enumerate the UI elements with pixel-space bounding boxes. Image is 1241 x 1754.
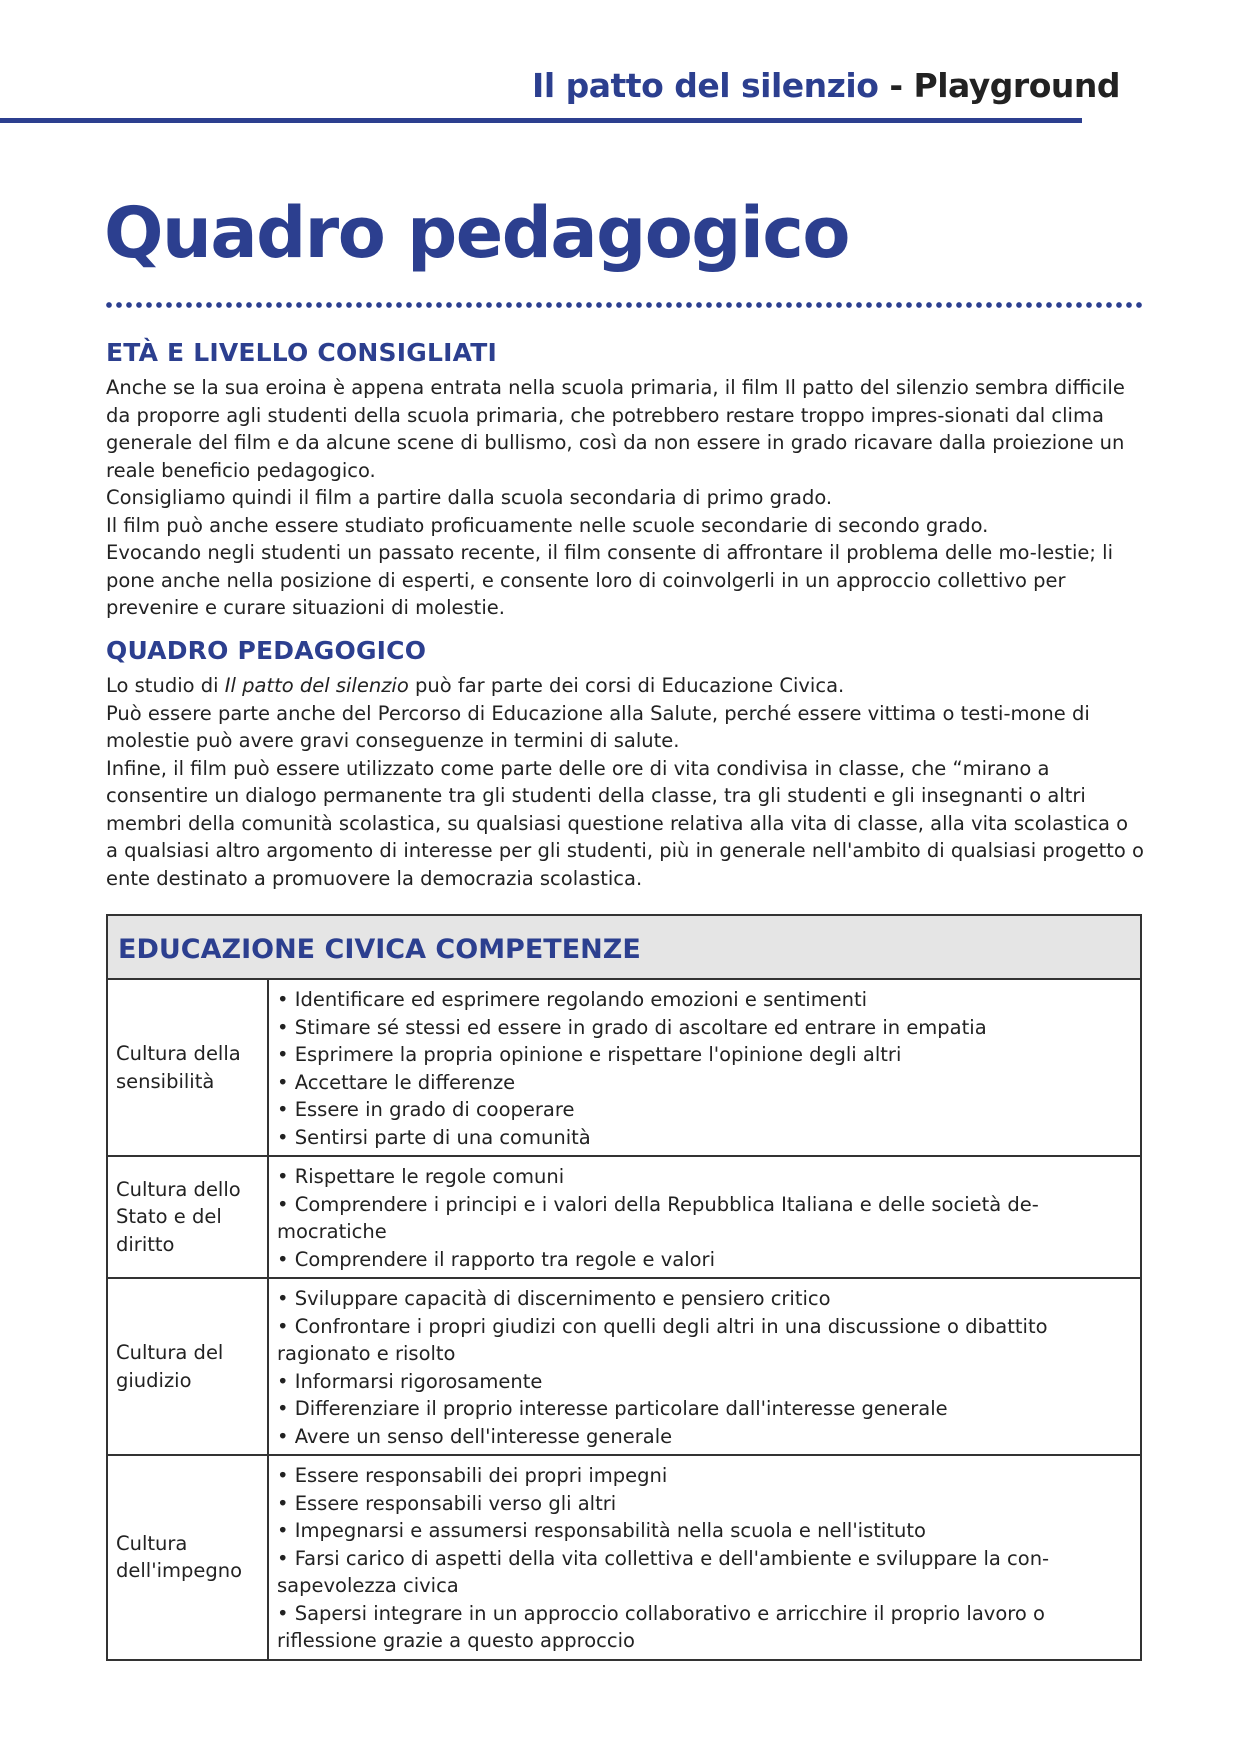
list-item: • Differenziare il proprio interesse particolare dall'interesse generale xyxy=(277,1397,948,1420)
list-item: • Accettare le differenze xyxy=(277,1070,516,1094)
header-separator: - xyxy=(878,66,914,105)
paragraph: Evocando negli studenti un passato recente, il film consente di affrontare il problema delle mo-lestie; li pone anche nella posizione di esperti, e consente loro di coinvolgerli in un approccio collettivo per prevenire e curare situazioni di molestie. xyxy=(106,541,1114,619)
text-span: Lo studio di xyxy=(106,674,225,697)
dotted-divider xyxy=(104,301,1144,309)
section-heading: QUADRO PEDAGOGICO xyxy=(106,636,427,665)
header-subtitle: Playground xyxy=(913,66,1120,105)
list-item: • Informarsi rigorosamente xyxy=(277,1369,543,1393)
category-cell: Cultura della sensibilità xyxy=(107,979,268,1156)
list-item: • Avere un senso dell'interesse generale xyxy=(277,1424,673,1448)
list-item: • Essere in grado di cooperare xyxy=(277,1098,575,1121)
competences-table xyxy=(106,914,1142,1661)
items-cell xyxy=(268,1455,1141,1660)
paragraph: Il film può anche essere studiato proficuamente nelle scuole secondarie di secondo grado. xyxy=(106,513,989,537)
list-item: • Sentirsi parte di una comunità xyxy=(277,1125,591,1149)
items-cell xyxy=(268,1156,1141,1278)
table-row xyxy=(107,1156,1141,1278)
running-header xyxy=(0,66,1120,105)
paragraph xyxy=(106,672,1146,700)
list-item: • Sviluppare capacità di discernimento e pensiero critico xyxy=(277,1287,831,1310)
header-title: Il patto del silenzio xyxy=(532,66,879,105)
table-header-row xyxy=(107,915,1141,979)
table-row xyxy=(107,1278,1141,1455)
table-row xyxy=(107,979,1141,1156)
table-row xyxy=(107,1455,1141,1660)
list-item: • Comprendere il rapporto tra regole e valori xyxy=(277,1247,715,1271)
paragraph: Consigliamo quindi il film a partire dalla scuola secondaria di primo grado. xyxy=(106,486,833,509)
list-item: • Impegnarsi e assumersi responsabilità nella scuola e nell'istituto xyxy=(277,1519,926,1542)
paragraph: Infine, il film può essere utilizzato come parte delle ore di vita condivisa in classe, che “mirano a consentire un dialogo permanente tra gli studenti della classe, tra gli studenti e gli insegnanti o altri membri della comunità scolastica, su qualsiasi questione relativa alla vita di classe, alla vita scolastica o a qualsiasi altro argomento di interesse per gli studenti, più in generale nell'ambito di qualsiasi progetto o ente destinato a promuovere la democrazia scolastica. xyxy=(106,756,1144,890)
list-item: • Essere responsabili verso gli altri xyxy=(277,1491,617,1515)
list-item: • Esprimere la propria opinione e rispettare l'opinione degli altri xyxy=(277,1043,902,1066)
header-rule xyxy=(0,118,1082,123)
list-item: • Comprendere i principi e i valori della Repubblica Italiana e delle società de-mocratiche xyxy=(277,1192,1039,1243)
film-title-italic: Il patto del silenzio xyxy=(224,674,409,697)
list-item: • Farsi carico di aspetti della vita collettiva e dell'ambiente e sviluppare la con-sapevolezza civica xyxy=(277,1546,1050,1597)
category-cell: Cultura dell'impegno xyxy=(107,1455,268,1660)
section-age-level xyxy=(106,336,1146,622)
list-item: • Rispettare le regole comuni xyxy=(277,1165,565,1188)
table-heading: EDUCAZIONE CIVICA COMPETENZE xyxy=(107,915,1141,979)
items-cell xyxy=(268,1278,1141,1455)
text-span: può far parte dei corsi di Educazione Civica. xyxy=(408,674,845,697)
section-heading: ETÀ E LIVELLO CONSIGLIATI xyxy=(106,338,497,367)
list-item: • Sapersi integrare in un approccio collaborativo e arricchire il proprio lavoro o riflessione grazie a questo approccio xyxy=(277,1601,1045,1652)
category-cell: Cultura dello Stato e del diritto xyxy=(107,1156,268,1278)
list-item: • Stimare sé stessi ed essere in grado di ascoltare ed entrare in empatia xyxy=(277,1015,987,1039)
category-cell: Cultura del giudizio xyxy=(107,1278,268,1455)
items-cell xyxy=(268,979,1141,1156)
paragraph: Anche se la sua eroina è appena entrata nella scuola primaria, il film Il patto del silenzio sembra difficile da proporre agli studenti della scuola primaria, che potrebbero restare troppo impres-sionati dal clima generale del film e da alcune scene di bullismo, così da non essere in grado ricavare dalla proiezione un reale beneficio pedagogico. xyxy=(106,376,1125,482)
page-title: Quadro pedagogico xyxy=(104,192,849,274)
list-item: • Confrontare i propri giudizi con quelli degli altri in una discussione o dibattito ragionato e risolto xyxy=(277,1314,1048,1365)
section-pedagogical-framework xyxy=(106,634,1146,892)
list-item: • Essere responsabili dei propri impegni xyxy=(277,1464,668,1487)
list-item: • Identificare ed esprimere regolando emozioni e sentimenti xyxy=(277,988,868,1011)
paragraph: Può essere parte anche del Percorso di Educazione alla Salute, perché essere vittima o testi-mone di molestie può avere gravi conseguenze in termini di salute. xyxy=(106,701,1090,752)
